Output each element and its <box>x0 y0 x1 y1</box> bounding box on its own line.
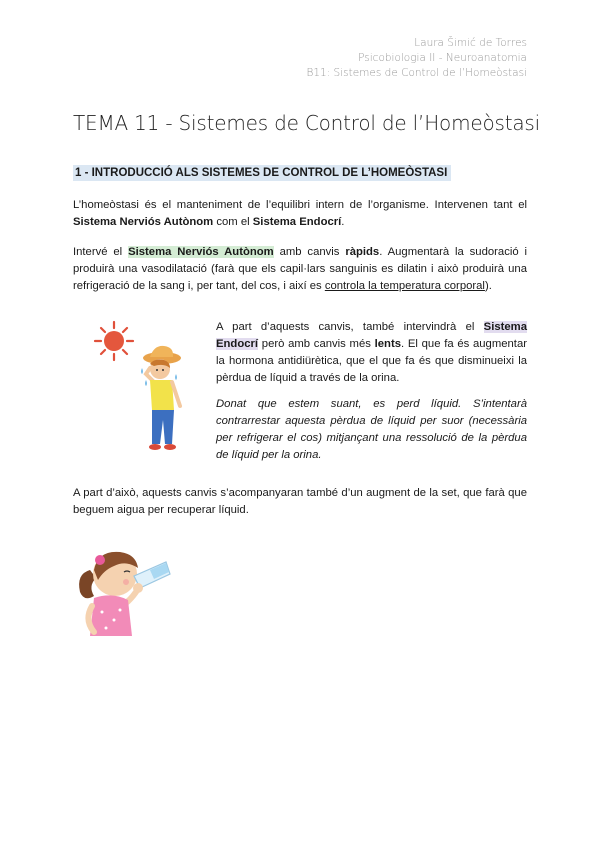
header-block: B11: Sistemes de Control de l’Homeòstasi <box>306 67 527 79</box>
sun-icon <box>95 322 133 360</box>
highlight-sistema-endocri: Sistema Endocrí <box>216 321 527 350</box>
paragraph-perdua-liquid: Donat que estem suant, es perd líquid. S’intentarà contrarrestar aquesta pèrdua de líquid per suor (necessària per refrigerar el cos) mitjançant una ressolució de la pèrdua de líquid per la orina. <box>216 398 527 461</box>
section-heading: 1 - INTRODUCCIÓ ALS SISTEMES DE CONTROL DE L’HOMEÒSTASI <box>73 165 451 181</box>
page-header <box>306 36 527 81</box>
highlight-sistema-nervios: Sistema Nerviós Autònom <box>128 246 274 258</box>
paragraph-homeostasi: L’homeòstasi és el manteniment de l’equilibri intern de l’organisme. Intervenen tant el Sistema Nerviós Autònom com el Sistema Endocrí. <box>73 199 527 228</box>
header-course: Psicobiologia II - Neuroanatomia <box>358 52 527 64</box>
paragraph-snc-autonom: Intervé el Sistema Nerviós Autònom amb canvis ràpids. Augmentarà la sudoració i produirà una vasodilatació (farà que els capil·lars sanguinis es dilatin i això produirà una refrigeració de la sang i, per tant, del cos, i així es controla la temperatura corporal). <box>73 246 528 292</box>
paragraph-set: A part d’això, aquests canvis s’acompanyaran també d’un augment de la set, que farà que beguem aigua per recuperar líquid. <box>73 487 527 516</box>
paragraph-sistema-endocri: A part d’aquests canvis, també intervindrà el Sistema Endocrí però amb canvis més lents. El que fa és augmentar la hormona antidiürètica, que el que fa és que disminueixi la pèrdua de líquid a través de la orina. <box>216 321 527 384</box>
girl-drinking-water-illustration <box>70 540 190 640</box>
header-author: Laura Šimić de Torres <box>414 37 527 49</box>
sweating-child-sun-illustration <box>84 316 189 456</box>
document-title: TEMA 11 - Sistemes de Control de l’Homeòstasi <box>73 111 540 135</box>
